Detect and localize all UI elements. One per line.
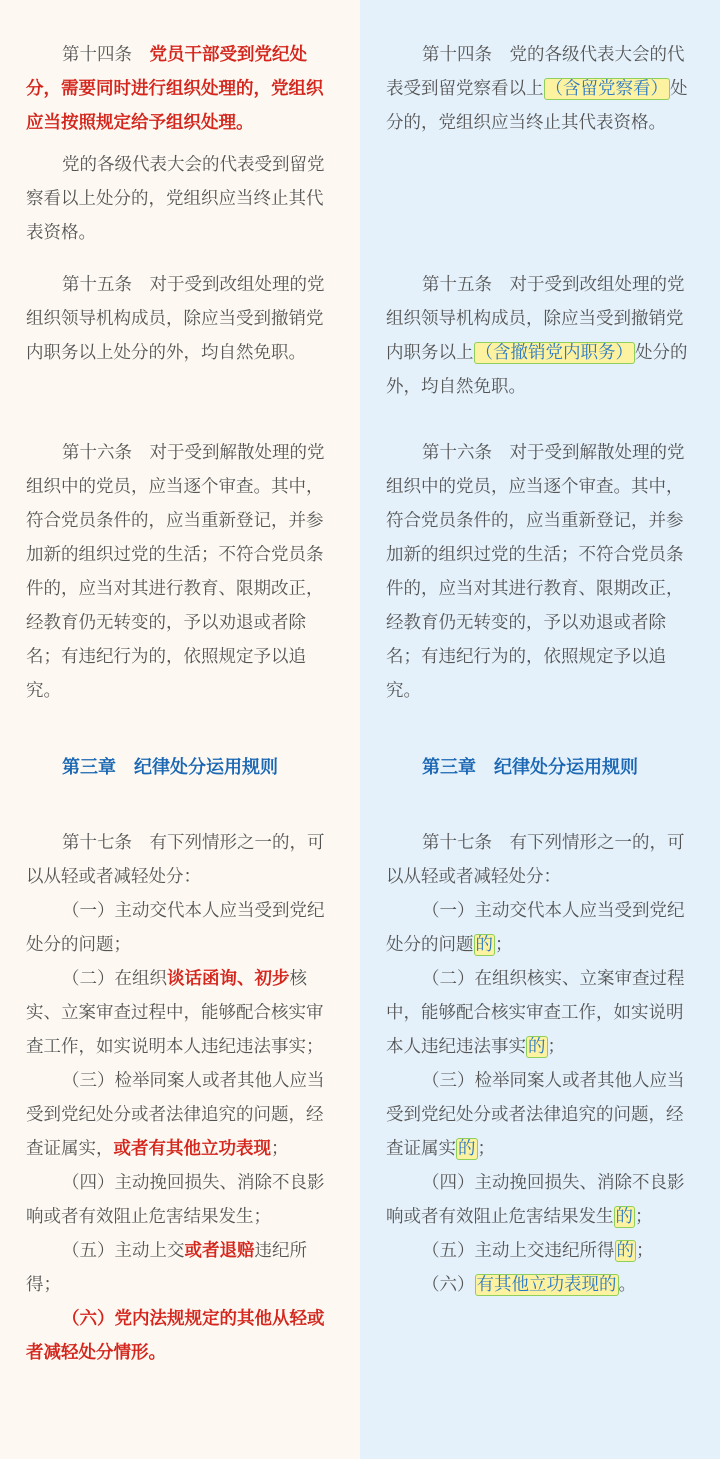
- left-a14-para2: 党的各级代表大会的代表受到留党察看以上处分的，党组织应当终止其代表资格。: [26, 155, 325, 243]
- right-a17-item4: [386, 1166, 695, 1234]
- right-a17-item1-end: ；: [495, 935, 513, 955]
- left-a17-item5-rest: 违纪所得；: [26, 1241, 307, 1295]
- right-a17-item1-text: （一）主动交代本人应当受到党纪处分的问题: [386, 901, 685, 955]
- right-a14-text: [386, 38, 695, 140]
- right-a15-part2: 处分的外，均自然免职。: [386, 343, 688, 397]
- left-a17-item5-text: （五）主动上交: [62, 1241, 185, 1261]
- right-a17-item2-highlight: 的: [528, 1037, 546, 1057]
- left-a17-item2-emphasis: 谈话函询、初步: [167, 969, 290, 989]
- right-a14-part1: 第十四条 党的各级代表大会的代表受到留党察看以上: [386, 45, 685, 99]
- right-a17-item1: [386, 894, 695, 962]
- left-a17-item2: [26, 962, 335, 1064]
- left-a17-item3-text: （三）检举同案人或者其他人应当受到党纪处分或者法律追究的问题，经查证属实，: [26, 1071, 325, 1159]
- left-a17-item5: [26, 1234, 335, 1302]
- right-a17-item3-highlight: 的: [458, 1139, 476, 1159]
- right-a17-item3-text: （三）检举同案人或者其他人应当受到党纪处分或者法律追究的问题，经查证属实: [386, 1071, 685, 1159]
- right-a15-part1: 第十五条 对于受到改组处理的党组织领导机构成员，除应当受到撤销党内职务以上: [386, 275, 685, 363]
- left-article-17: [26, 826, 335, 1370]
- right-a17-item6-highlight: 有其他立功表现的: [476, 1275, 617, 1295]
- left-a14-label: 第十四条: [62, 45, 150, 65]
- right-article-15: [386, 268, 695, 404]
- left-a17-item6: [26, 1302, 335, 1370]
- right-a17-item5-end: ；: [636, 1241, 654, 1261]
- right-a17-item3: [386, 1064, 695, 1166]
- left-article-14: [26, 38, 335, 250]
- left-a17-item1: （一）主动交代本人应当受到党纪处分的问题；: [26, 901, 325, 955]
- left-a14-emphasis: 党员干部受到党纪处分，需要同时进行组织处理的，党组织应当按照规定给予组织处理。: [26, 45, 324, 133]
- left-a17-item3-end: ；: [271, 1139, 289, 1159]
- right-article-14: [386, 38, 695, 140]
- left-a15-text: 第十五条 对于受到改组处理的党组织领导机构成员，除应当受到撤销党内职务以上处分的外，均自然免职。: [26, 275, 325, 363]
- right-a15-highlight: （含撤销党内职务）: [475, 343, 633, 363]
- right-chapter-title: 第三章 纪律处分运用规则: [422, 757, 638, 778]
- left-chapter-title: 第三章 纪律处分运用规则: [62, 757, 278, 778]
- right-a17-item6-end: 。: [618, 1275, 636, 1295]
- right-a17-item6: [386, 1268, 695, 1302]
- right-a17-item4-end: ；: [635, 1207, 653, 1227]
- left-a14-para1: [26, 38, 335, 140]
- left-a17-item6-emphasis: 党内法规规定的其他从轻或者减轻处分情形。: [26, 1309, 325, 1363]
- right-a17-item5: [386, 1234, 695, 1268]
- left-article-16: [26, 436, 335, 708]
- right-a17-intro: 第十七条 有下列情形之一的，可以从轻或者减轻处分：: [386, 833, 685, 887]
- right-column: [360, 0, 720, 1459]
- right-a17-item4-text: （四）主动挽回损失、消除不良影响或者有效阻止危害结果发生: [386, 1173, 685, 1227]
- left-a17-item2-text: （二）在组织: [62, 969, 167, 989]
- right-a17-item2: [386, 962, 695, 1064]
- left-a17-item2-rest: 核实、立案审查过程中，能够配合核实审查工作，如实说明本人违纪违法事实；: [26, 969, 324, 1057]
- left-a17-intro: 第十七条 有下列情形之一的，可以从轻或者减轻处分：: [26, 833, 325, 887]
- left-article-15: [26, 268, 335, 370]
- left-a17-item4: （四）主动挽回损失、消除不良影响或者有效阻止危害结果发生；: [26, 1173, 325, 1227]
- right-a17-item4-highlight: 的: [615, 1207, 633, 1227]
- right-a14-part2: 处分的，党组织应当终止其代表资格。: [386, 79, 688, 133]
- right-a17-item1-highlight: 的: [475, 935, 493, 955]
- right-a17-item6-number: （六）: [422, 1275, 475, 1295]
- right-a17-item5-text: （五）主动上交违纪所得: [422, 1241, 615, 1261]
- left-a16-text: 第十六条 对于受到解散处理的党组织中的党员，应当逐个审查。其中，符合党员条件的，应当重新登记，并参加新的组织过党的生活；不符合党员条件的，应当对其进行教育、限期改正，经教育仍无转变的，予以劝退或者除名；有违纪行为的，依照规定予以追究。: [26, 443, 325, 701]
- right-a16-text: 第十六条 对于受到解散处理的党组织中的党员，应当逐个审查。其中，符合党员条件的，应当重新登记，并参加新的组织过党的生活；不符合党员条件的，应当对其进行教育、限期改正，经教育仍无转变的，予以劝退或者除名；有违纪行为的，依照规定予以追究。: [386, 443, 685, 701]
- right-a15-text: [386, 268, 695, 404]
- right-a17-item3-end: ；: [477, 1139, 495, 1159]
- left-a17-item3: [26, 1064, 335, 1166]
- left-a17-item5-emphasis: 或者退赔: [184, 1241, 255, 1261]
- right-a14-highlight: （含留党察看）: [545, 79, 668, 99]
- right-a17-item2-end: ；: [547, 1037, 565, 1057]
- right-a17-item2-text: （二）在组织核实、立案审查过程中，能够配合核实审查工作，如实说明本人违纪违法事实: [386, 969, 685, 1057]
- left-a17-item6-number: （六）: [62, 1309, 115, 1329]
- right-article-17: [386, 826, 695, 1302]
- right-article-16: [386, 436, 695, 708]
- left-a17-item3-emphasis: 或者有其他立功表现: [113, 1139, 271, 1159]
- right-a17-item5-highlight: 的: [616, 1241, 634, 1261]
